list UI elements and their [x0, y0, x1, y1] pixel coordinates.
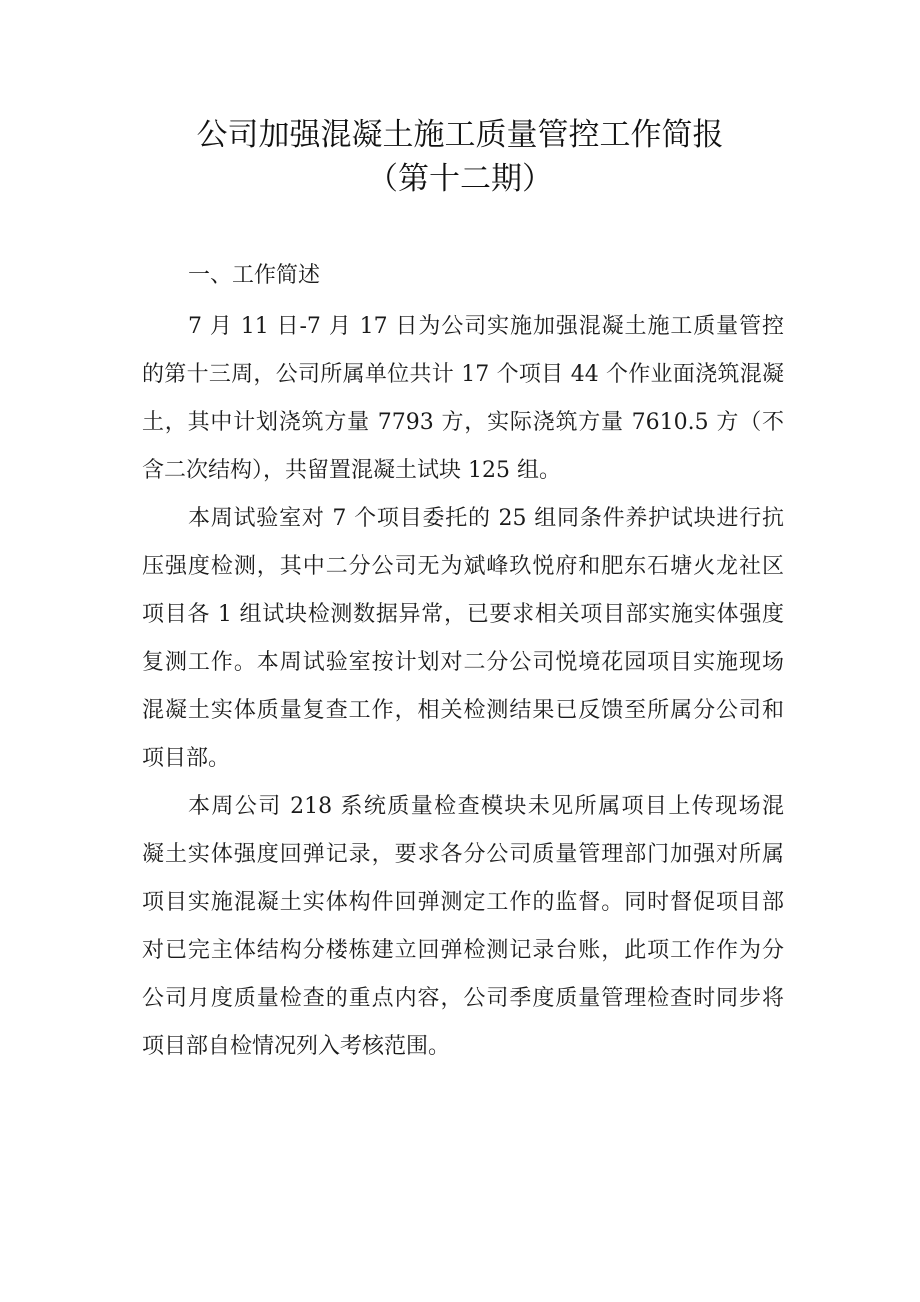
paragraph-line: 7 月 11 日-7 月 17 日为公司实施加强混凝土施工质量管控 [188, 314, 784, 339]
section-heading-work-summary: 一、工作简述 [188, 263, 321, 288]
issue-number: （第十二期） [367, 161, 553, 197]
paragraph-line: 项目各 1 组试块检测数据异常，已要求相关项目部实施实体强度 [142, 602, 784, 627]
paragraph-line: 本周试验室对 7 个项目委托的 25 组同条件养护试块进行抗 [188, 506, 784, 531]
paragraph-line: 压强度检测，其中二分公司无为斌峰玖悦府和肥东石塘火龙社区 [142, 554, 784, 579]
paragraph-line: 本周公司 218 系统质量检查模块未见所属项目上传现场混 [188, 794, 784, 819]
paragraph-line: 项目部自检情况列入考核范围。 [142, 1034, 451, 1059]
document-title: 公司加强混凝土施工质量管控工作简报 [196, 117, 724, 153]
paragraph-line: 混凝土实体质量复查工作，相关检测结果已反馈至所属分公司和 [142, 698, 784, 723]
paragraph-line: 复测工作。本周试验室按计划对二分公司悦境花园项目实施现场 [142, 650, 784, 675]
paragraph-line: 公司月度质量检查的重点内容，公司季度质量管理检查时同步将 [142, 986, 784, 1011]
paragraph-line: 的第十三周，公司所属单位共计 17 个项目 44 个作业面浇筑混凝 [142, 362, 784, 387]
paragraph-line: 项目部。 [142, 746, 231, 771]
paragraph-line: 凝土实体强度回弹记录，要求各分公司质量管理部门加强对所属 [142, 842, 784, 867]
paragraph-line: 含二次结构），共留置混凝土试块 125 组。 [142, 458, 561, 483]
paragraph-line: 土，其中计划浇筑方量 7793 方，实际浇筑方量 7610.5 方（不 [142, 410, 784, 435]
paragraph-line: 对已完主体结构分楼栋建立回弹检测记录台账，此项工作作为分 [142, 938, 784, 963]
paragraph-line: 项目实施混凝土实体构件回弹测定工作的监督。同时督促项目部 [142, 890, 784, 915]
